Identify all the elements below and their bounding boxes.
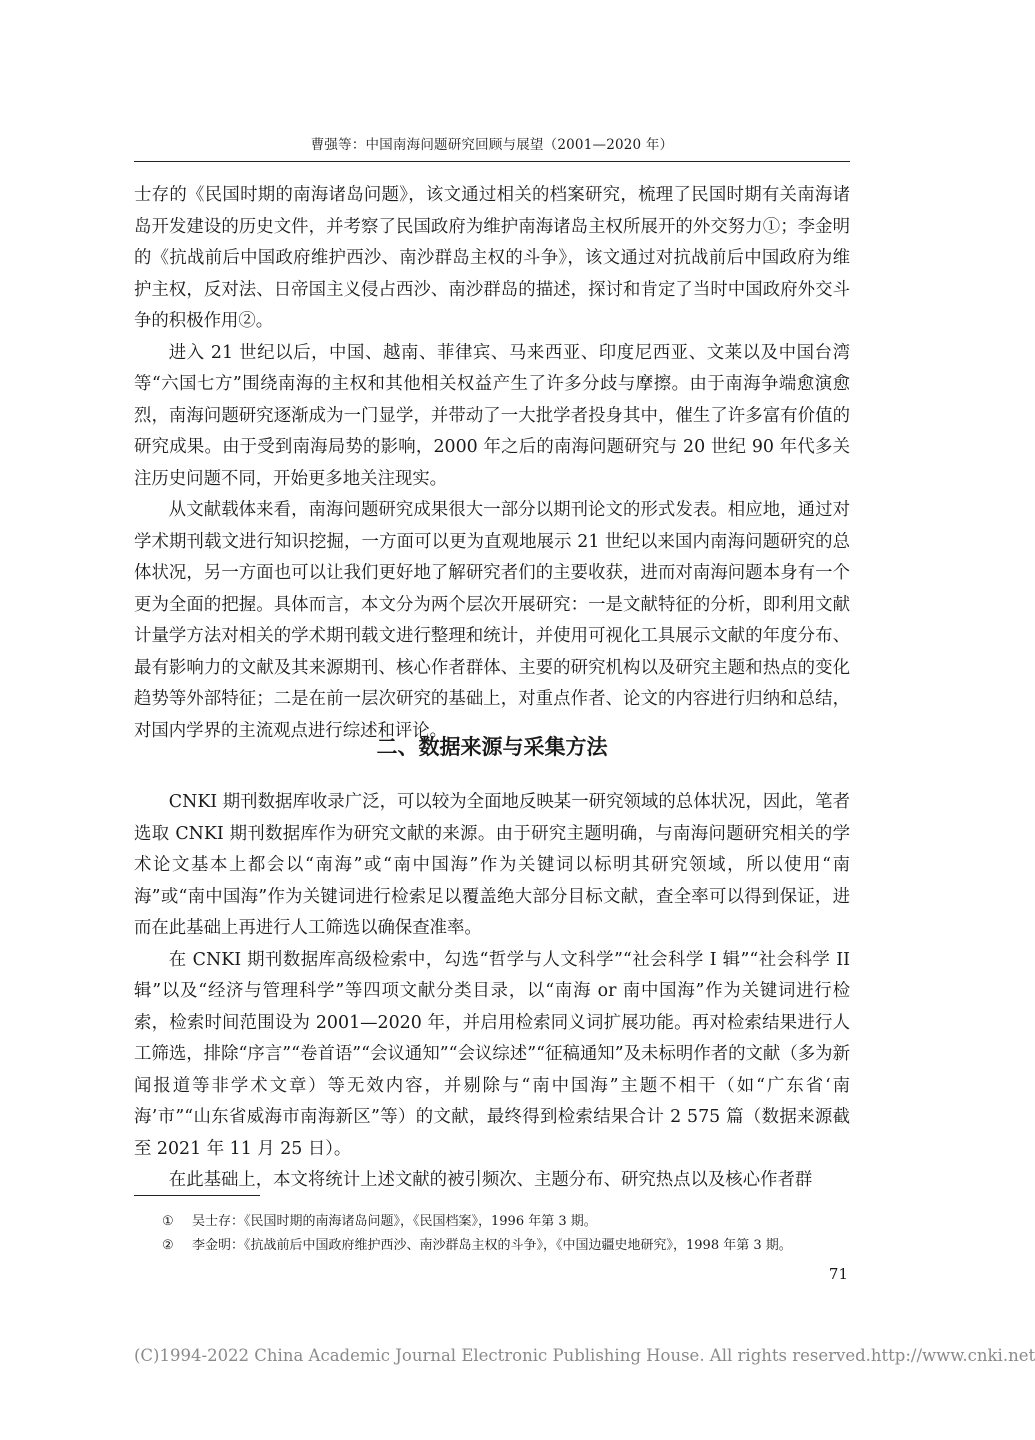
footnote-mark: ② xyxy=(162,1238,174,1253)
copyright-line xyxy=(134,1345,1035,1367)
section-heading: 二、数据来源与采集方法 xyxy=(376,734,608,759)
copyright-notice: (C)1994-2022 China Academic Journal Electronic Publishing House. All rights reserved. xyxy=(134,1346,871,1365)
paragraph: 在 CNKI 期刊数据库高级检索中，勾选“哲学与人文科学”“社会科学 I 辑”“社会科学 II 辑”以及“经济与管理科学”等四项文献分类目录，以“南海 or 南中国海”作为关键词进行检索，检索时间范围设为 2001—2020 年，并启用检索同义词扩展功能。再对检索结果进行人工筛选，排除“序言”“卷首语”“会议通知”“会议综述”“征稿通知”及未标明作者的文献（多为新闻报道等非学术文章）等无效内容，并剔除与“南中国海”主题不相干（如“广东省‘南海’市”“山东省威海市南海新区”等）的文献，最终得到检索结果合计 2 575 篇（数据来源截至 2021 年 11 月 25 日）。 xyxy=(134,949,850,1159)
footnote-mark: ① xyxy=(162,1214,174,1229)
running-title: 曹强等：中国南海问题研究回顾与展望（2001—2020 年） xyxy=(310,137,674,153)
header-rule xyxy=(134,161,850,162)
footnote-text: 李金明：《抗战前后中国政府维护西沙、南沙群岛主权的斗争》，《中国边疆史地研究》，1998 年第 3 期。 xyxy=(192,1238,792,1253)
publisher-url[interactable]: http://www.cnki.net xyxy=(870,1346,1035,1365)
body-text-block-1 xyxy=(134,180,850,747)
body-text-block-2 xyxy=(134,787,850,1197)
page-number: 71 xyxy=(828,1265,848,1283)
paragraph: 从文献载体来看，南海问题研究成果很大一部分以期刊论文的形式发表。相应地，通过对学术期刊载文进行知识挖掘，一方面可以更为直观地展示 21 世纪以来国内南海问题研究的总体状况，另一方面也可以让我们更好地了解研究者们的主要收获，进而对南海问题本身有一个更为全面的把握。具体而言，本文分为两个层次开展研究：一是文献特征的分析，即利用文献计量学方法对相关的学术期刊载文进行整理和统计，并使用可视化工具展示文献的年度分布、最有影响力的文献及其来源期刊、核心作者群体、主要的研究机构以及研究主题和热点的变化趋势等外部特征；二是在前一层次研究的基础上，对重点作者、论文的内容进行归纳和总结，对国内学界的主流观点进行综述和评论。 xyxy=(134,500,850,741)
footnote-rule xyxy=(134,1195,260,1196)
footnote-text: 吴士存：《民国时期的南海诸岛问题》，《民国档案》，1996 年第 3 期。 xyxy=(192,1214,597,1229)
footnote xyxy=(162,1237,850,1255)
paragraph-continued: 士存的《民国时期的南海诸岛问题》，该文通过相关的档案研究，梳理了民国时期有关南海诸岛开发建设的历史文件，并考察了民国政府为维护南海诸岛主权所展开的外交努力①；李金明的《抗战前后中国政府维护西沙、南沙群岛主权的斗争》，该文通过对抗战前后中国政府为维护主权，反对法、日帝国主义侵占西沙、南沙群岛的描述，探讨和肯定了当时中国政府外交斗争的积极作用②。 xyxy=(134,185,850,331)
footnote xyxy=(162,1213,850,1231)
paragraph: CNKI 期刊数据库收录广泛，可以较为全面地反映某一研究领域的总体状况，因此，笔者选取 CNKI 期刊数据库作为研究文献的来源。由于研究主题明确，与南海问题研究相关的学术论文基本上都会以“南海”或“南中国海”作为关键词以标明其研究领域，所以使用“南海”或“南中国海”作为关键词进行检索足以覆盖绝大部分目标文献，查全率可以得到保证，进而在此基础上再进行人工筛选以确保查准率。 xyxy=(134,792,850,938)
paragraph: 进入 21 世纪以后，中国、越南、菲律宾、马来西亚、印度尼西亚、文莱以及中国台湾等“六国七方”围绕南海的主权和其他相关权益产生了许多分歧与摩擦。由于南海争端愈演愈烈，南海问题研究逐渐成为一门显学，并带动了一大批学者投身其中，催生了许多富有价值的研究成果。由于受到南海局势的影响，2000 年之后的南海问题研究与 20 世纪 90 年代多关注历史问题不同，开始更多地关注现实。 xyxy=(134,342,850,489)
paragraph: 在此基础上，本文将统计上述文献的被引频次、主题分布、研究热点以及核心作者群 xyxy=(168,1170,813,1190)
